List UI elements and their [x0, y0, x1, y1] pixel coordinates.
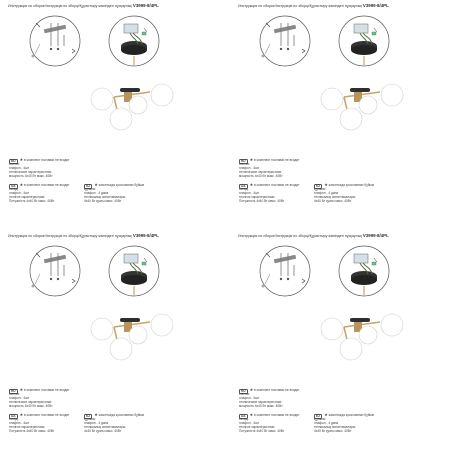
kz-line: техникалық сипаттамалары: [84, 424, 126, 429]
kz-line: плафон - 4 дана [314, 191, 339, 196]
ru-line: технические характеристики: [239, 169, 283, 174]
canopy-wiring-illustration [339, 246, 389, 296]
kz-block [84, 414, 144, 433]
ru-line: технические характеристики: [9, 399, 53, 404]
instruction-panel-top-left [2, 2, 228, 228]
ru-line: состав: [239, 392, 250, 397]
star-icon: ★ [249, 158, 254, 163]
lang-badge-kz: KZ [316, 183, 321, 188]
ru-line: плафон - 4шт [239, 396, 260, 401]
ua-line: склад: [9, 417, 19, 422]
ua-note: в комплект поставки не входит [254, 183, 300, 188]
kz-line: құрамы: [84, 417, 96, 422]
ua-block [239, 184, 300, 203]
mounting-bracket-illustration [30, 16, 80, 66]
canopy-wiring-illustration [339, 16, 389, 66]
ua-line: технічні характеристики: [239, 424, 276, 429]
ua-line: плафон - 4шт [239, 421, 260, 426]
kz-line: техникалық сипаттамалары: [84, 194, 126, 199]
ru-block [9, 159, 70, 178]
ua-line: склад: [239, 417, 249, 422]
mounting-bracket-illustration [30, 246, 80, 296]
ua-line: склад: [9, 187, 19, 192]
ua-block [239, 414, 300, 433]
lang-badge-kz: KZ [316, 413, 321, 418]
star-icon: ★ [94, 413, 98, 418]
canopy-wiring-illustration [109, 246, 159, 296]
ru-line: мощность 4x40 Вт макс. 40Вт [239, 173, 283, 178]
kz-line: құрамы: [314, 187, 326, 192]
ua-note: в комплект поставки не входит [24, 183, 70, 188]
ua-line: Потужність 4x40 Вт макс. 40Вт [239, 428, 285, 433]
ru-note: в комплект поставки не входит [254, 388, 300, 393]
chandelier-illustration [321, 84, 403, 130]
lang-badge-ru: RU [11, 158, 16, 163]
ru-line: плафон - 4шт [239, 166, 260, 171]
ua-line: плафон - 4шт [9, 421, 30, 426]
ru-line: мощность 4x40 Вт макс. 40Вт [9, 403, 53, 408]
kz-block [314, 414, 374, 433]
mounting-bracket-illustration [260, 16, 310, 66]
star-icon: ★ [324, 183, 328, 188]
title-prefix: Инструкция по сборке/Інструкція по зборці/Құрастыру жөніндегі нұсқаулық [238, 234, 362, 238]
lang-badge-ru: RU [11, 388, 16, 393]
instruction-panel-top-right [232, 2, 458, 228]
kz-line: плафон - 4 дана [84, 421, 109, 426]
kz-note: жиынтыққа қосылмаған бұйым [328, 413, 374, 418]
kz-line: 4x40 Вт қуаты макс. 40Вт [314, 198, 352, 203]
ua-line: технічні характеристики: [239, 194, 276, 199]
ru-line: мощность 4x40 Вт макс. 40Вт [9, 173, 53, 178]
ua-note: в комплект поставки не входит [254, 413, 300, 418]
kz-block [84, 184, 144, 203]
star-icon: ★ [249, 413, 254, 418]
ua-line: плафон - 4шт [9, 191, 30, 196]
kz-block [314, 184, 374, 203]
ru-block [9, 389, 70, 408]
ua-note: в комплект поставки не входит [24, 413, 70, 418]
kz-line: 4x40 Вт қуаты макс. 40Вт [84, 428, 122, 433]
instruction-panel-bottom-left [2, 232, 228, 458]
model-number: V3999-8/4PL [362, 233, 389, 238]
kz-note: жиынтыққа қосылмаған бұйым [98, 413, 144, 418]
ru-note: в комплект поставки не входит [24, 158, 70, 163]
lang-badge-ua: UA [241, 183, 246, 188]
lang-badge-ua: UA [11, 183, 16, 188]
kz-line: плафон - 4 дана [84, 191, 109, 196]
star-icon: ★ [19, 158, 24, 163]
kz-line: 4x40 Вт қуаты макс. 40Вт [84, 198, 122, 203]
lang-badge-kz: KZ [86, 183, 91, 188]
chandelier-illustration [91, 314, 173, 360]
ru-block [239, 159, 300, 178]
title-prefix: Инструкция по сборке/Інструкція по зборці/Құрастыру жөніндегі нұсқаулық [8, 4, 132, 8]
ru-line: технические характеристики: [9, 169, 53, 174]
chandelier-illustration [91, 84, 173, 130]
kz-line: құрамы: [314, 417, 326, 422]
kz-line: құрамы: [84, 187, 96, 192]
kz-note: жиынтыққа қосылмаған бұйым [328, 183, 374, 188]
lang-badge-ua: UA [11, 413, 16, 418]
ru-line: состав: [9, 392, 20, 397]
model-number: V3999-8/4PL [132, 3, 159, 8]
ua-block [9, 184, 70, 203]
kz-line: техникалық сипаттамалары: [314, 194, 356, 199]
kz-note: жиынтыққа қосылмаған бұйым [98, 183, 144, 188]
ua-line: Потужність 4x40 Вт макс. 40Вт [9, 198, 55, 203]
star-icon: ★ [19, 183, 24, 188]
ua-line: Потужність 4x40 Вт макс. 40Вт [9, 428, 55, 433]
ua-line: Потужність 4x40 Вт макс. 40Вт [239, 198, 285, 203]
lang-badge-kz: KZ [86, 413, 91, 418]
ru-line: плафон - 4шт [9, 166, 30, 171]
title-prefix: Инструкция по сборке/Інструкція по зборці/Құрастыру жөніндегі нұсқаулық [8, 234, 132, 238]
ru-line: мощность 4x40 Вт макс. 40Вт [239, 403, 283, 408]
kz-line: плафон - 4 дана [314, 421, 339, 426]
lang-badge-ru: RU [241, 388, 246, 393]
lang-badge-ru: RU [241, 158, 246, 163]
star-icon: ★ [19, 413, 24, 418]
kz-line: техникалық сипаттамалары: [314, 424, 356, 429]
lang-badge-ua: UA [241, 413, 246, 418]
ru-line: плафон - 4шт [9, 396, 30, 401]
ru-note: в комплект поставки не входит [24, 388, 70, 393]
instruction-panel-bottom-right [232, 232, 458, 458]
chandelier-illustration [321, 314, 403, 360]
ru-block [239, 389, 300, 408]
ru-line: состав: [239, 162, 250, 167]
ua-line: склад: [239, 187, 249, 192]
ru-line: технические характеристики: [239, 399, 283, 404]
ru-note: в комплект поставки не входит [254, 158, 300, 163]
title-prefix: Инструкция по сборке/Інструкція по зборці/Құрастыру жөніндегі нұсқаулық [238, 4, 362, 8]
canopy-wiring-illustration [109, 16, 159, 66]
star-icon: ★ [249, 388, 254, 393]
ua-line: технічні характеристики: [9, 424, 46, 429]
ua-line: технічні характеристики: [9, 194, 46, 199]
star-icon: ★ [94, 183, 98, 188]
kz-line: 4x40 Вт қуаты макс. 40Вт [314, 428, 352, 433]
model-number: V3999-8/4PL [362, 3, 389, 8]
star-icon: ★ [324, 413, 328, 418]
model-number: V3999-8/4PL [132, 233, 159, 238]
ua-block [9, 414, 70, 433]
star-icon: ★ [19, 388, 24, 393]
star-icon: ★ [249, 183, 254, 188]
mounting-bracket-illustration [260, 246, 310, 296]
ru-line: состав: [9, 162, 20, 167]
ua-line: плафон - 4шт [239, 191, 260, 196]
